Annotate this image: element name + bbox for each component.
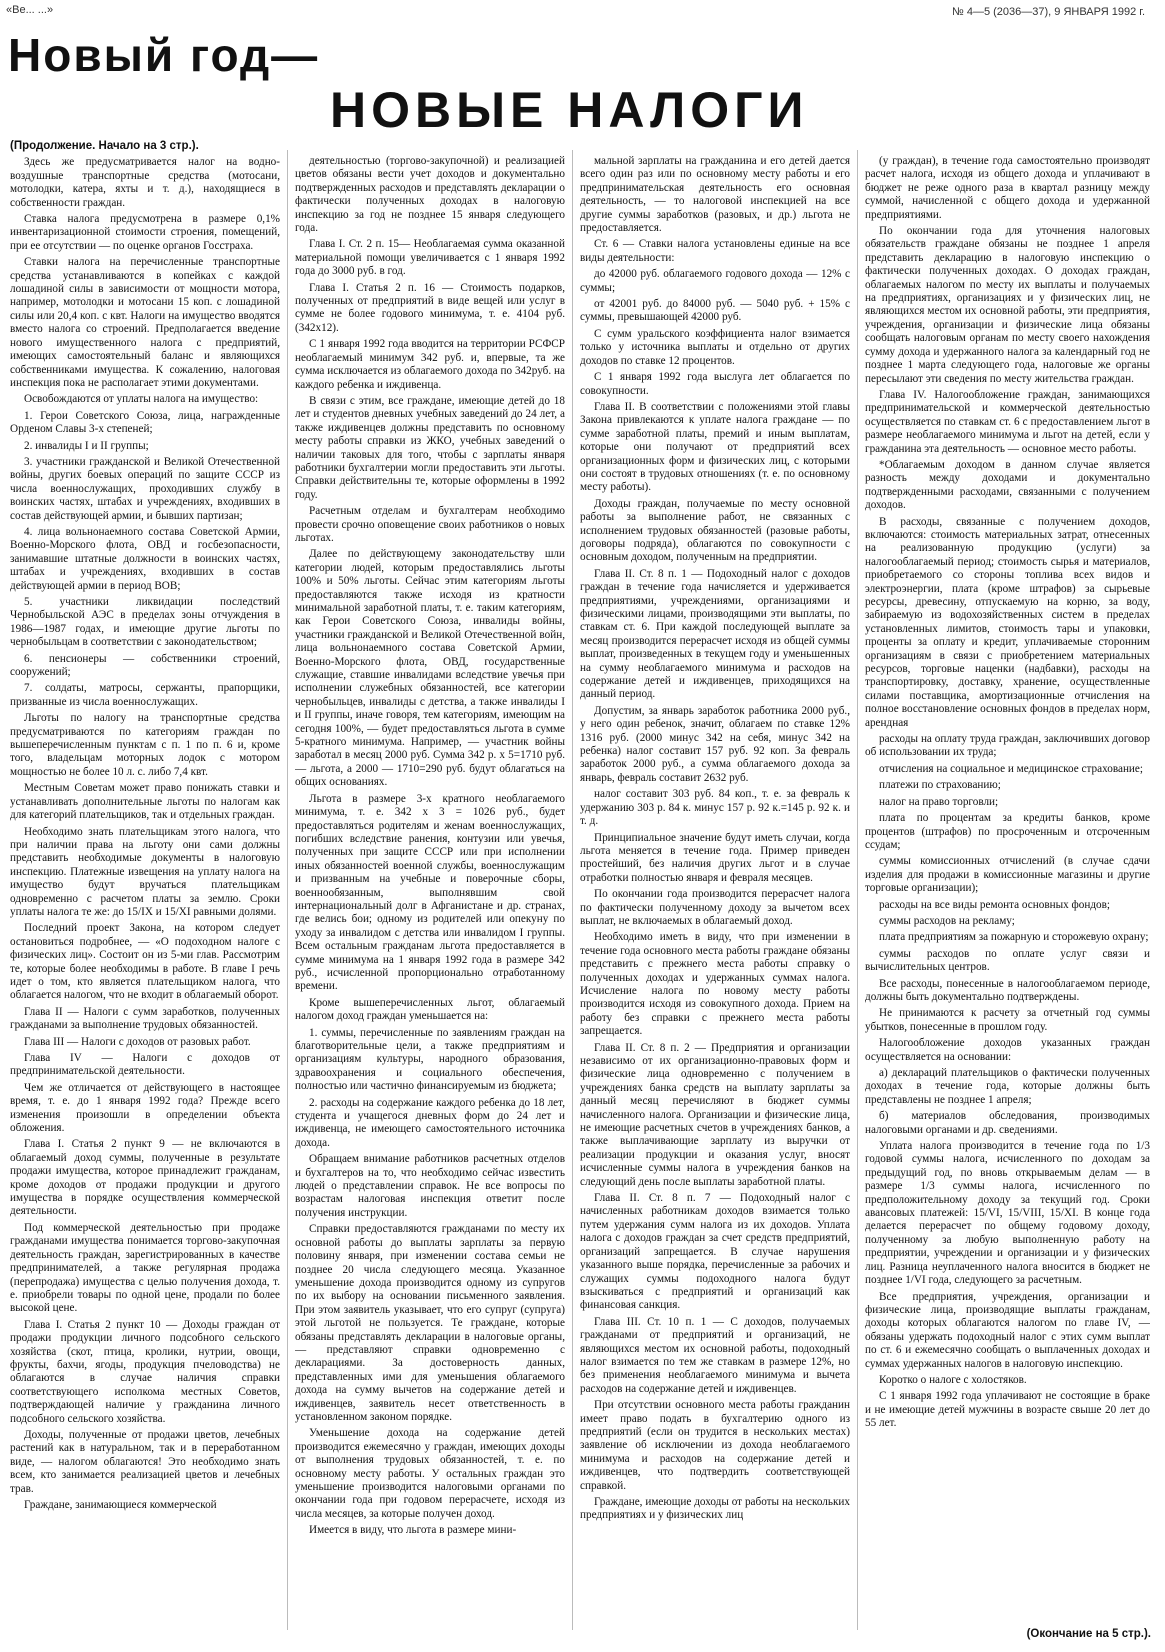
paragraph: от 42001 руб. до 84000 руб. — 5040 руб. + 15% с суммы, превышающей 42000 руб. <box>580 298 850 324</box>
paragraph: плата предприятиям за пожарную и сторожевую охрану; <box>879 931 1149 944</box>
paragraph: Необходимо иметь в виду, что при изменении в течение года основного места работы граждане обязаны представить с прежнего места работы справку о полученных доходах и удержанных суммах налога. Исчисление налога по новому месту работы производится исходя из совокупного дохода. Прием на работу без справки с прежнего места работы запрещается. <box>580 931 850 1038</box>
paragraph: Доходы, полученные от продажи цветов, лечебных растений как в натуральном, так и в переработанном виде, — налогом облагаются! Это необходимо знать всем, кто занимается реализацией цветов и лечебных трав. <box>10 1428 280 1495</box>
paragraph: мальной зарплаты на гражданина и его детей дается всего один раз или по основному месту работы и его предпринимательская деятельность его основная деятельность, — то налоговой инспекцией на все другие суммы заработков (разовых, и др.) льгота не предоставляется. <box>580 155 850 235</box>
paragraph: (у граждан), в течение года самостоятельно производят расчет налога, исходя из общего дохода и уплачивают в бюджет не реже одного раза в квартал разницу между суммой, начисленной с общего дохода и удержанной предприятиями. <box>865 155 1150 221</box>
paragraph: Принципиальное значение будут иметь случаи, когда льгота меняется в течение года. Пример приведен простейший, без наличия других льгот и в случае отработки полностью января и февраля месяцев. <box>580 831 850 884</box>
column-rule <box>857 150 858 1630</box>
paragraph: Последний проект Закона, на котором следует остановиться подробнее, — «О подоходном налоге с физических лиц». Состоит он из 5-ми глав. Рассмотрим те, которые более необходимы в работе. В главе I речь идет о том, кто является плательщиком налога, что облагается налогом, что не входит в облагаемый оборот. <box>10 922 280 1002</box>
paragraph: Расчетным отделам и бухгалтерам необходимо провести срочно оповещение своих работников о новых льготах. <box>295 505 565 544</box>
paragraph: Ставка налога предусмотрена в размере 0,1% инвентаризационной стоимости строения, помещений, при ее отсутствии — по оценке органов Госстраха. <box>10 213 280 252</box>
paragraph: Граждане, имеющие доходы от работы на нескольких предприятиях и у физических лиц <box>580 1496 850 1522</box>
paragraph: Допустим, за январь заработок работника 2000 руб., у него один ребенок, значит, облагаем по ставке 12% 1316 руб. (2000 минус 342 на себя, минус 342 на ребенка) налог составит 157 руб. 92 коп. За февраль заработок 2000 руб., а сумма облагаемого дохода за январь, февраль составит 2632 руб. <box>580 704 850 784</box>
paragraph: Ст. 6 — Ставки налога установлены единые на все виды деятельности: <box>580 238 850 264</box>
paragraph: Граждане, занимающиеся коммерческой <box>24 1499 217 1511</box>
paragraph: Глава II. Ст. 8 п. 7 — Подоходный налог с начисленных работникам доходов взимается только путем удержания сумм налога из их доходов. Уплата налога с доходов граждан за счет средств предприятий, организаций запрещается. В случае нарушения указанного выше порядка, перечисленные за рабочих и служащих суммы подоходного налога будут взыскиваться с предприятий и организаций как финансовая санкция. <box>580 1192 850 1312</box>
paragraph: Уменьшение дохода на содержание детей производится ежемесячно у граждан, имеющих доходы от выполнения трудовых обязанностей, т. е. по основному месту работы. У остальных граждан это уменьшение производится налоговыми органами по окончании года при годовом перерасчете, исходя из числа месяцев, за которые получен доход. <box>295 1427 565 1520</box>
headline-line1: Новый год— <box>8 29 320 81</box>
paragraph: Глава IV — Налоги с доходов от предпринимательской деятельности. <box>10 1052 280 1078</box>
column-3 <box>580 155 850 1630</box>
paragraph: 1. Герои Советского Союза, лица, награжденные Орденом Славы 3-х степеней; <box>10 409 280 436</box>
paragraph: Местным Советам может право понижать ставки и устанавливать дополнительные льготы по налогам как для категорий плательщиков, так и отдельных граждан. <box>10 782 280 822</box>
paragraph: 4. лица вольнонаемного состава Советской Армии, Военно-Морского флота, ОВД и госбезопасности, занимавшие штатные должности в воинских частях, штабах и учреждениях, входивших в состав действующей армии в период ВОВ; <box>10 525 280 592</box>
paragraph: расходы на оплату труда граждан, заключивших договор об использовании их труда; <box>865 733 1150 759</box>
paragraph: При отсутствии основного места работы гражданин имеет право подать в бухгалтерию одного из предприятий (если он трудится в нескольких местах) заявление об исключении из дохода необлагаемого минимума и расходов на содержание детей и иждивенцев, что подтвердить соответствующей справкой. <box>580 1399 850 1492</box>
paragraph: *Облагаемым доходом в данном случае является разность между доходами и документально подтвержденными расходами, связанными с получением доходов. <box>865 458 1150 512</box>
paragraph: Имеется в виду, что льгота в размере мини- <box>309 1524 517 1537</box>
paragraph: Глава I. Статья 2 пункт 10 — Доходы граждан от продажи продукции личного подсобного сельского хозяйства (скот, птица, кролики, нутрии, овощи, фрукты, бахчи, ягоды, продукция пчеловодства) не облагаются в случае наличия справки соответствующего исполкома местных Советов, подтверждающей наличие у гражданина личного подсобного сельского хозяйства. <box>10 1318 280 1425</box>
paragraph: а) деклараций плательщиков о фактически полученных доходах в течение года, которые должны быть представлены не позднее 1 апреля; <box>865 1067 1150 1106</box>
column-1-body <box>10 156 280 1512</box>
paragraph: С сумм уральского коэффициента налог взимается только у источника выплаты и отдельно от других доходов по ставке 12 процентов. <box>580 327 850 367</box>
paragraph: налог на право торговли; <box>879 795 999 808</box>
paragraph: Доходы граждан, получаемые по месту основной работы за выполнение работ, не связанных с исполнением трудовых обязанностей (разовые работы, договоры подряда), облагаются по совокупности с основным доходом, полученным на предприятии. <box>580 497 850 564</box>
paragraph: 3. участники гражданской и Великой Отечественной войны, других боевых операций по защите СССР из числа военнослужащих, проходивших службу в воинских частях, штабах и учреждениях, входивших в состав действующей армии, и бывших партизан; <box>10 455 280 522</box>
paragraph: до 42000 руб. облагаемого годового дохода — 12% с суммы; <box>580 268 850 294</box>
paragraph: Коротко о налоге с холостяков. <box>879 1373 1027 1386</box>
paragraph: С 1 января 1992 года выслуга лет облагается по совокупности. <box>580 371 850 397</box>
paragraph: Освобождаются от уплаты налога на имущество: <box>24 393 259 406</box>
paragraph: б) материалов обследования, производимых налоговыми органами и др. сведениями. <box>865 1110 1150 1136</box>
paragraph: Льгота в размере 3-х кратного необлагаемого минимума, т. е. 342 х 3 = 1026 руб., будет предоставляться родителям и женам военнослужащих, погибших вследствие ранения, контузии или увечья, полученных при защите СССР или при исполнении иных обязанностей военной службы, военнослужащим и призванным на учебные и поверочные сборы, военнообязанным, выполнявшим свой интернациональный долг в Афганистане и др. странах, где велись бои; одному из родителей или опекуну по уходу за инвалидом с детства или инвалидом I группы. Всем остальным гражданам льгота предоставляется в сумме минимума на 1 января 1992 года в размере 342 руб., исчисленной пропорционально отработанному времени. <box>295 792 565 993</box>
paragraph: расходы на все виды ремонта основных фондов; <box>879 898 1111 911</box>
column-2-body <box>295 155 565 1538</box>
paragraph: Кроме вышеперечисленных льгот, облагаемый налогом доход граждан уменьшается на: <box>295 996 565 1023</box>
paragraph: Далее по действующему законодательству шли категории людей, которым предоставлялись льготы 100% и 50% льготы. Сейчас этим категориям льготы предоставляются также исходя из кратности минимальной заработной платы, т. е. таким категориям, как Герои Советского Союза, инвалиды войны, участники гражданской и Великой Отечественной войн, лица вольнонаемного состава Советской Армии, Военно-Морского флота, ОВД, государственные служащие, ставшие инвалидами вследствие увечья при исполнении служебных обязанностей, все категории чернобыльцев, инвалиды с детства, а также инвалиды I и II группы, иначе говоря, тем категориям, имеющим на сегодня 100%, — будет предоставляться льгота в сумме 5-кратного минимума. Например, — участник войны заработал в месяц 2000 руб. Сумма 342 р. х 5=1710 руб. — льгота, а 2000 — 1710=290 руб. будут облагаться на общих основаниях. <box>295 548 565 789</box>
masthead-issue: № 4—5 (2036—37), 9 ЯНВАРЯ 1992 г. <box>951 6 1145 18</box>
paragraph: 7. солдаты, матросы, сержанты, прапорщики, призванные из числа военнослужащих. <box>10 682 280 708</box>
paragraph: 2. расходы на содержание каждого ребенка до 18 лет, студента и учащегося дневных форм до 24 лет и иждивенца, не имеющего самостоятельного источника дохода. <box>295 1096 565 1149</box>
paragraph: налог составит 303 руб. 84 коп., т. е. за февраль к удержанию 303 р. 84 к. минус 157 р. 92 к.=145 р. 92 к. и т. д. <box>580 788 850 828</box>
paragraph: Глава II — Налоги с сумм заработков, полученных гражданами за выполнение трудовых обязанностей. <box>10 1005 280 1032</box>
paragraph: Все предприятия, учреждения, организации и физические лица, производящие выплаты гражданам, доходы которых облагаются налогом по главе IV, — обязаны удержать подоходный налог с этих сумм выплат по ст. 6 и ежемесячно сообщать о выплаченных доходах и суммах удержанных налогов в налоговую инспекцию. <box>865 1290 1150 1370</box>
paragraph: суммы расходов по оплате услуг связи и вычислительных центров. <box>865 947 1150 974</box>
paragraph: По окончании года для уточнения налоговых обязательств граждане обязаны не позднее 1 апреля представить декларацию в налоговую инспекцию о фактически полученных доходах. О доходах граждан, облагаемых налогом по месту их выплаты и получаемых на предприятиях, организациях и у физических лиц, не являющихся местом их основной работы, эти предприятия, учреждения, организации и физические лица обязаны сообщать налоговым органам по месту своего нахождения сумму дохода и удержанного налога за календарный год не позднее 1 марта следующего года, налоговые же органы пересылают эти сведения по месту жительства граждан. <box>865 225 1150 385</box>
paragraph: 5. участники ликвидации последствий Чернобыльской АЭС в пределах зоны отчуждения в 1986—1987 годах, и имеющие другие льготы по чернобыльцам в соответствии с законодательством; <box>10 596 280 649</box>
paragraph: Здесь же предусматривается налог на водно-воздушные транспортные средства (мотосани, мотолодки, катера, яхты и т. д.), находящиеся в собственности граждан. <box>10 156 280 209</box>
lead-note: (Продолжение. Начало на 3 стр.). <box>10 140 199 152</box>
paragraph: Все расходы, понесенные в налогооблагаемом периоде, должны быть документально подтверждены. <box>865 977 1150 1003</box>
column-rule <box>287 150 288 1630</box>
paragraph: Обращаем внимание работников расчетных отделов и бухгалтеров на то, что необходимо сейчас известить людей о представлении справок. Не все вопросы по возрастам налоговая инспекция ответит после получения инструкции. <box>295 1153 565 1219</box>
paragraph: платежи по страхованию; <box>879 779 1001 792</box>
paragraph: Необходимо знать плательщикам этого налога, что при наличии права на льготу они сами должны представить необходимые документы в налоговую инспекцию. Платежные извещения на уплату налога на имущество будут вручаться плательщикам одновременно с расчетом платы за землю. Сроки уплаты налога те же: до 15/IX и 15/XI равными долями. <box>10 825 280 918</box>
paragraph: отчисления на социальное и медицинское страхование; <box>879 762 1143 775</box>
masthead-left: «Ве... ...» <box>6 4 54 16</box>
paragraph: Глава I. Ст. 2 п. 15— Необлагаемая сумма оказанной материальной помощи увеличивается с 1 января 1992 года до 3000 руб. в год. <box>295 238 565 278</box>
paragraph: Глава III — Налоги с доходов от разовых работ. <box>24 1035 251 1048</box>
paragraph: С 1 января 1992 года уплачивают не состоящие в браке и не имеющие детей мужчины в возрасте свыше 20 лет до 55 лет. <box>865 1390 1150 1430</box>
paragraph: Уплата налога производится в течение года по 1/3 годовой суммы налога, исчисленного по доходам за предыдущий год, по вновь открываемым делам — в размере 1/3 суммы налога, исчисленного по предположительному доходу за текущий год. Сроки авансовых платежей: 15/VI, 15/VIII, 15/XI. В конце года делается перерасчет по общему годовому доходу, полученному за любую выполненную работу на предприятии, учреждении и организации и у физических лиц. Разница неуплаченного налога вносится в бюджет не позднее 1/VI года, следующего за расчетным. <box>865 1140 1150 1287</box>
paragraph: Чем же отличается от действующего в настоящее время, т. е. до 1 января 1992 года? Прежде всего изменения произошли в определении объекта обложения. <box>10 1081 280 1135</box>
paragraph: плата по процентам за кредиты банков, кроме процентов (штрафов) по просроченным и отсроченным ссудам; <box>865 812 1150 851</box>
paragraph: Под коммерческой деятельностью при продаже гражданами имущества понимается торгово-закупочная деятельность граждан, зарегистрированных в качестве предпринимателей, а также регулярная продажа (перепродажа) имущества с целью получения дохода, т. е. приобрели товары по одной цене, продали по более высокой цене. <box>10 1221 280 1315</box>
column-2 <box>295 155 565 1630</box>
paragraph: Не принимаются к расчету за отчетный год суммы убытков, понесенные в прошлом году. <box>865 1007 1150 1033</box>
paragraph: суммы расходов на рекламу; <box>879 914 1015 927</box>
paragraph: суммы комиссионных отчислений (в случае сдачи изделия для продажи в комиссионные магазины и другие торговые организации); <box>865 855 1150 895</box>
paragraph: Глава III. Ст. 10 п. 1 — С доходов, получаемых гражданами от предприятий и организаций, не являющихся местом их основной работы, подоходный налог взимается по тем же ставкам в размере 12%, но без применения необлагаемого минимума и вычета расходов на содержание детей и иждивенцев. <box>580 1315 850 1395</box>
paragraph: Глава IV. Налогообложение граждан, занимающихся предпринимательской и коммерческой деятельностью осуществляется по ставкам ст. 6 с предоставлением льгот в размере необлагаемого минимума и льгот на детей, если у гражданина эта деятельность — основное место работы. <box>865 388 1150 455</box>
paragraph: Справки предоставляются гражданами по месту их основной работы до выплаты зарплаты за первую половину января, при изменении состава семьи не позднее 20 числа следующего месяца. Указанное уменьшение дохода производится одному из супругов по их выбору на основании письменного заявления. При этом заявитель указывает, что его супруг (супруга) этой льготой не пользуется. Те граждане, которые обязаны представлять декларации в налоговые органы, — представляют справки одновременно с декларациями. За достоверность данных, представленных ими для уменьшения облагаемого дохода на сумму вычетов на содержание детей и иждивенцев, заявитель несет ответственность в установленном законом порядке. <box>295 1223 565 1423</box>
paragraph: Глава I. Статья 2 пункт 9 — не включаются в облагаемый доход суммы, полученные в результате продажи имущества, которое принадлежит гражданам, кроме доходов от продажи продукции и другого имущества в порядке осуществления коммерческой деятельности. <box>10 1138 280 1218</box>
paragraph: деятельностью (торгово-закупочной) и реализацией цветов обязаны вести учет доходов и документально подтвержденных расходов и представлять декларации о фактически полученных доходах в налоговую инспекцию за год не позднее 15 января следующего года. <box>295 155 565 235</box>
masthead <box>0 0 1165 30</box>
column-1 <box>10 140 280 1630</box>
column-4-body <box>865 155 1150 1431</box>
paragraph: 6. пенсионеры — собственники строений, сооружений; <box>10 652 280 679</box>
column-rule <box>572 150 573 1630</box>
column-4 <box>865 155 1150 1630</box>
paragraph: По окончании года производится перерасчет налога по фактически полученному доходу за вычетом всех выплат, не включаемых в облагаемый доход. <box>580 888 850 927</box>
paragraph: Ставки налога на перечисленные транспортные средства устанавливаются в копейках с каждой лошадиной силы в зависимости от мощности мотора, например, мотолодки и мотосани 15 коп. с лошадиной силы или 20,4 коп. с квт. Налоги на имущество вводятся вместо налога со строений. Предполагается введение нового имущественного налога с предприятий, имеющих самостоятельный баланс и являющихся собственниками имущества. К сожалению, налоговая инспекция пока не располагает этими документами. <box>10 256 280 389</box>
column-3-body <box>580 155 850 1523</box>
paragraph: Глава II. В соответствии с положениями этой главы Закона привлекаются к уплате налога граждане — по сумме заработной платы, премий и иным выплатам, которые они получают от предприятий всех организационных форм и физических лиц, с которыми они состоят в трудовых отношениях (т. е. по основному месту работы). <box>580 400 850 494</box>
paragraph: С 1 января 1992 года вводится на территории РСФСР необлагаемый минимум 342 руб. и, впервые, та же сумма исключается из облагаемого дохода по 342руб. на каждого ребенка и иждивенца. <box>295 338 565 391</box>
paragraph: Льготы по налогу на транспортные средства предусматриваются по категориям граждан по вышеперечисленным пунктам с п. 1 по п. 6 и, кроме того, владельцам моторных лодок с мотором мощностью не более 10 л. с. либо 7,4 квт. <box>10 712 280 778</box>
paragraph: В связи с этим, все граждане, имеющие детей до 18 лет и студентов дневных учебных заведений до 24 лет, а также иждивенцев должны представить по основному месту работы справки из ЖКО, учебных заведений о наличии таковых для того, чтобы с зарплаты января работники бухгалтерии могли предоставить эти льготы. Справки действительны те, которые оформлены в 1992 году. <box>295 394 565 501</box>
paragraph: Глава II. Ст. 8 п. 2 — Предприятия и организации независимо от их организационно-правовых форм и физические лица одновременно с получением в учреждениях банка средств на выплату зарплаты за данный месяц перечисляют в бюджет суммы начисленного налога. Организации и физические лица, не имеющие расчетных счетов в учреждениях банков, а также выплачивающие зарплату из выручки от реализации продукции и оказания услуг, вносят исчисленные суммы налога в учреждения банков на следующий день после выплаты заработной платы. <box>580 1041 850 1188</box>
paragraph: 2. инвалиды I и II группы; <box>24 439 149 452</box>
paragraph: Налогообложение доходов указанных граждан осуществляется на основании: <box>865 1037 1150 1063</box>
paragraph: Глава I. Статья 2 п. 16 — Стоимость подарков, полученных от предприятий в виде вещей или услуг в сумме не более годового минимума, т. е. 4104 руб. (342х12). <box>295 281 565 334</box>
headline-line2: НОВЫЕ НАЛОГИ <box>330 82 809 138</box>
paragraph: 1. суммы, перечисленные по заявлениям граждан на благотворительные цели, а также предприятиям и организациям культуры, народного образования, здравоохранения и социального обеспечения, полностью или частично финансируемым из бюджета; <box>295 1026 565 1093</box>
paragraph: В расходы, связанные с получением доходов, включаются: стоимость материальных затрат, отнесенных на реализованную продукцию (услуги) за налогооблагаемый период; стоимость сырья и материалов, приобретаемого со стороны топлива всех видов и электроэнергии, плата (кроме штрафов) за сырьевые ресурсы, древесину, отпускаемую на корню, за воду, забираемую из водохозяйственных систем в пределах установленных лимитов, стоимость тары и упаковки, проценты за оплату и кредит, уплачиваемые сторонним организациям в связи с приобретением материальных ресурсов, торговые наценки (надбавки), расходы на транспортировку, доставку, хранение, осуществленные силами поставщика, амортизационные отчисления на полное восстановление основных фондов в пределах норм, арендная <box>865 515 1150 729</box>
continuation-note: (Окончание на 5 стр.). <box>1026 1628 1151 1640</box>
paragraph: Глава II. Ст. 8 п. 1 — Подоходный налог с доходов граждан в течение года начисляется и удерживается предприятиями, учреждениями, организациями и физическими лицами, производящими эти выплаты, по ставкам ст. 6. При каждой последующей выплате за месяц производится перерасчет исходя из общей суммы выплат, произведенных в текущем году и уменьшенных на сумму необлагаемого минимума и расходов на содержание детей и иждивенцев, приходящихся на данный период. <box>580 567 850 701</box>
